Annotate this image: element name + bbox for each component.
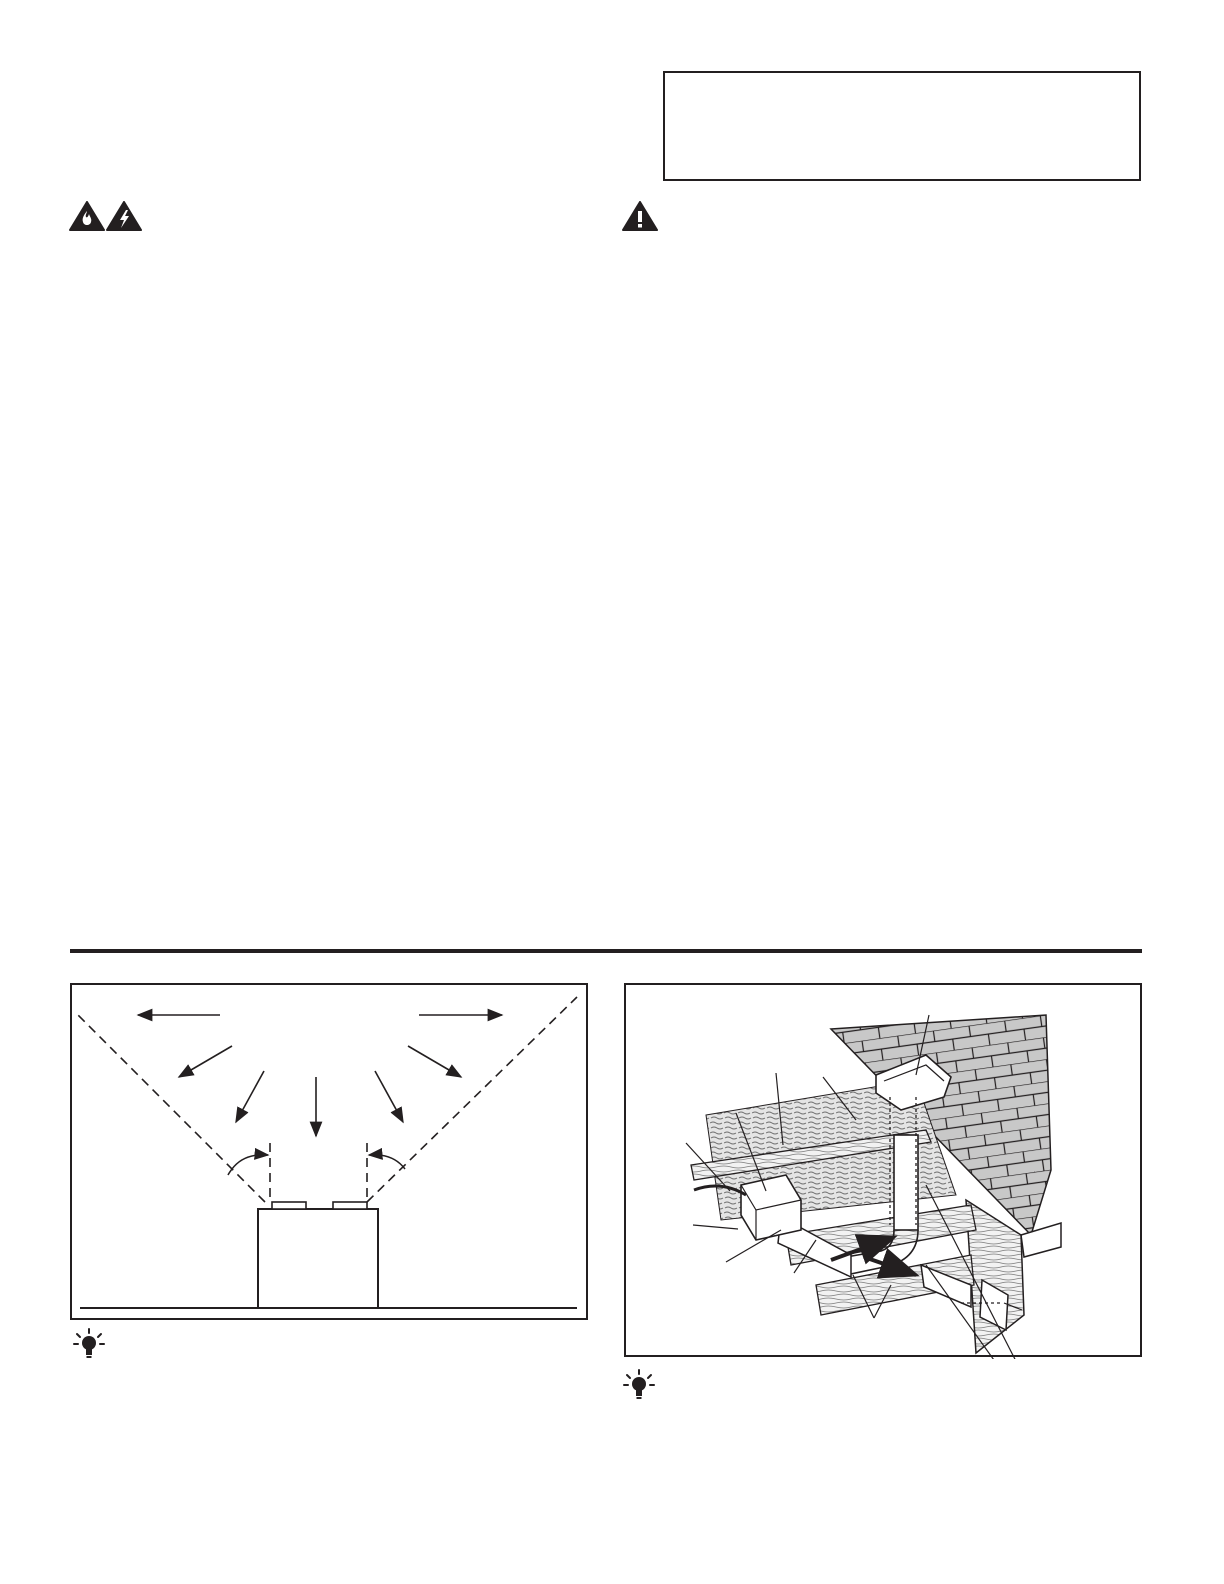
lightbulb-tip-icon	[622, 1369, 656, 1403]
sound-dispersion-figure	[70, 983, 588, 1320]
section-divider	[70, 949, 1142, 953]
electrical-hazard-icon	[106, 201, 142, 231]
notice-box	[663, 71, 1141, 181]
fire-hazard-icon	[69, 201, 105, 231]
attic-duct-installation-figure	[624, 983, 1142, 1357]
lightbulb-tip-icon	[72, 1328, 106, 1362]
warning-exclamation-icon	[622, 201, 658, 231]
